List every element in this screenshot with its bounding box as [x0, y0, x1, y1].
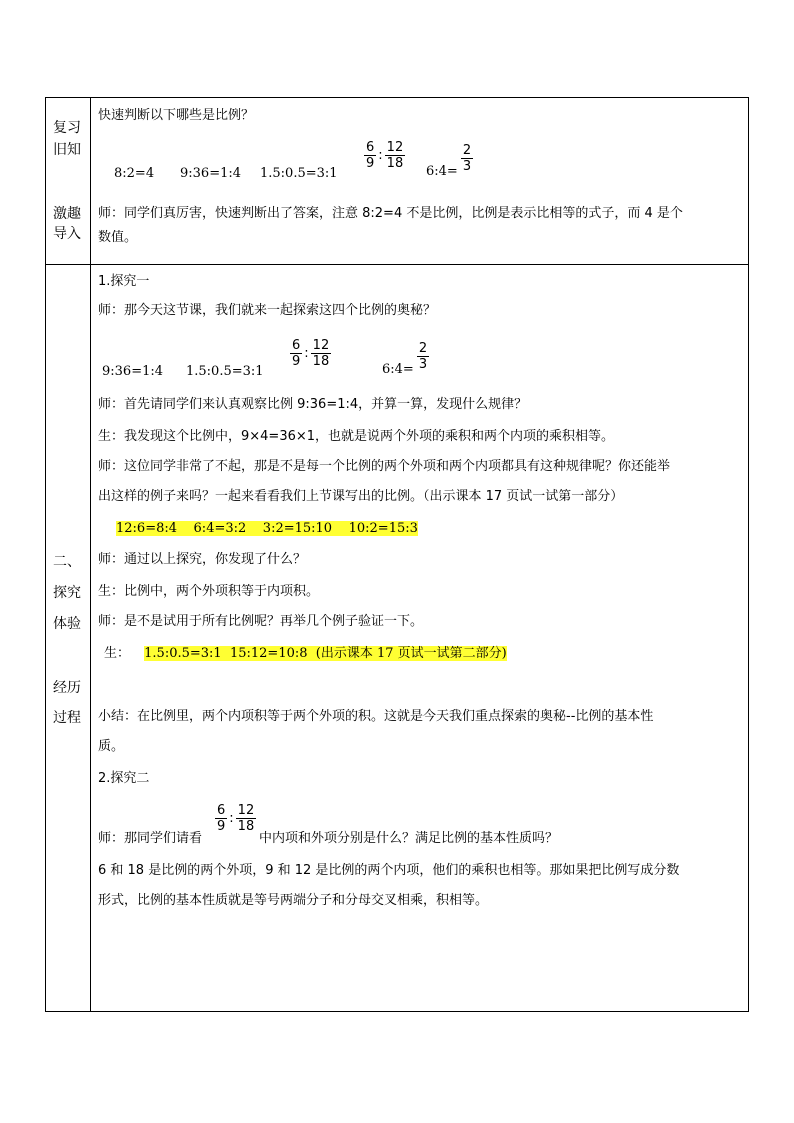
frac-num: 2 — [418, 341, 428, 356]
explore-teacher-6-suffix: 中内项和外项分别是什么？满足比例的基本性质吗？ — [259, 831, 559, 846]
explore-teacher-1: 师：那今天这节课，我们就来一起探索这四个比例的奥秘？ — [98, 303, 437, 318]
explore-teacher-4: 师：通过以上探究，你发现了什么？ — [98, 552, 307, 567]
frac-num: 2 — [462, 143, 472, 158]
explore-student-3 — [104, 646, 507, 662]
frac-den: 9 — [292, 354, 301, 369]
highlight-examples-1-text: 12:6=8:4 6:4=3:2 3:2=15:10 10:2=15:3 — [116, 521, 418, 536]
final-line-2: 形式，比例的基本性质就是等号两端分子和分母交叉相乘，积相等。 — [98, 893, 489, 908]
frac-den: 18 — [386, 156, 404, 171]
frac-num: 12 — [386, 140, 404, 155]
frac-num: 12 — [237, 803, 255, 818]
frac-den: 9 — [366, 156, 375, 171]
review-question: 快速判断以下哪些是比例？ — [98, 108, 255, 123]
summary-line-2: 质。 — [98, 739, 125, 754]
label-section2-4: 经历 — [53, 680, 81, 696]
frac-den: 9 — [217, 819, 226, 834]
frac-den: 18 — [237, 819, 255, 834]
explore-student-1: 生：我发现这个比例中，9×4=36×1，也就是说两个外项的乘积和两个内项的乘积相等。 — [98, 429, 615, 444]
explore-item-3-text: 6:4= — [382, 362, 414, 377]
label-review-1: 复习 — [53, 120, 81, 136]
explore-teacher-3b: 出这样的例子来吗？一起来看看我们上节课写出的比例。（出示课本 17 页试一试第一部分） — [98, 489, 624, 504]
row-divider — [46, 264, 748, 265]
frac-num: 6 — [292, 338, 301, 353]
frac-num: 6 — [217, 803, 226, 818]
frac-den: 3 — [462, 159, 472, 174]
label-review-2: 旧知 — [53, 142, 81, 158]
label-section2-2: 探究 — [53, 585, 81, 601]
label-section2-5: 过程 — [53, 710, 81, 726]
label-section2-3: 体验 — [53, 616, 81, 632]
explore-item-1: 9:36=1:4 — [102, 364, 164, 379]
summary-line-1: 小结：在比例里，两个内项积等于两个外项的积。这就是今天我们重点探索的奥秘--比例的基本性 — [98, 709, 654, 724]
explore-item-3 — [382, 336, 429, 377]
review-item-4 — [426, 138, 473, 179]
explore2-fraction-ratio: $\frac{6}{9}$ : $\frac{12}{18}$ — [217, 803, 255, 834]
explore-teacher-6-prefix: 师：那同学们请看 — [98, 831, 203, 846]
review-item-2: 9:36=1:4 — [180, 166, 242, 181]
review-item-1: 8:2=4 — [114, 166, 155, 181]
frac-num: 6 — [366, 140, 375, 155]
frac-den: 18 — [312, 354, 330, 369]
explore-teacher-3a: 师：这位同学非常了不起，那是不是每一个比例的两个外项和两个内项都具有这种规律呢？你还能举 — [98, 459, 671, 474]
column-divider — [90, 98, 91, 1011]
frac-den: 3 — [418, 357, 428, 372]
highlight-examples-2: 1.5:0.5=3:1 15:12=10:8 (出示课本 17 页试一试第二部分) — [144, 646, 507, 661]
review-teacher-line-1: 师：同学们真厉害，快速判断出了答案，注意 8:2=4 不是比例，比例是表示比相等的式子，而 4 是个 — [98, 206, 683, 221]
explore-heading-2: 2.探究二 — [98, 771, 150, 786]
explore-teacher-5: 师：是不是试用于所有比例呢？再举几个例子验证一下。 — [98, 614, 424, 629]
explore-student-3-prefix: 生： — [104, 646, 131, 661]
highlight-examples-1 — [116, 521, 418, 537]
label-section2-1: 二、 — [53, 554, 81, 570]
explore-item-2: 1.5:0.5=3:1 — [186, 364, 264, 379]
final-line-1: 6 和 18 是比例的两个外项，9 和 12 是比例的两个内项，他们的乘积也相等。那如果把比例写成分数 — [98, 863, 680, 878]
review-item-3: 1.5:0.5=3:1 — [260, 166, 338, 181]
review-fraction-ratio: $\frac{6}{9}$ : $\frac{12}{18}$ — [366, 140, 404, 171]
lesson-table — [45, 97, 749, 1012]
label-intro-1: 激趣 — [53, 206, 81, 222]
frac-num: 12 — [312, 338, 330, 353]
review-teacher-line-2: 数值。 — [98, 230, 138, 245]
explore-student-2: 生：比例中，两个外项积等于内项积。 — [98, 584, 320, 599]
review-item-4-text: 6:4= — [426, 164, 458, 179]
explore-teacher-2: 师：首先请同学们来认真观察比例 9:36=1:4，并算一算，发现什么规律？ — [98, 397, 528, 412]
label-intro-2: 导入 — [53, 226, 81, 242]
explore-heading-1: 1.探究一 — [98, 274, 150, 289]
explore-fraction-ratio: $\frac{6}{9}$ : $\frac{12}{18}$ — [292, 338, 330, 369]
